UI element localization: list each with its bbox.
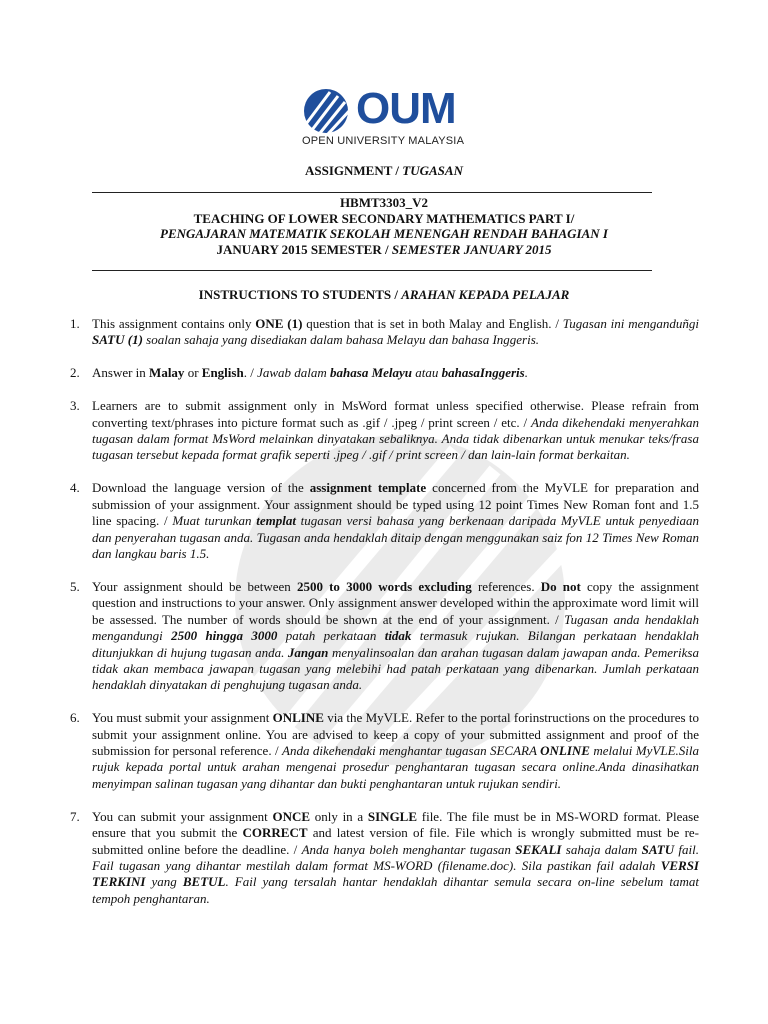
text-run: templat [256,513,296,529]
course-code: HBMT3303_V2 [339,195,429,210]
text-run: SINGLE [367,808,418,824]
instruction-item-4 [72,480,699,562]
text-run: termasuk rujukan. Bilangan perkataan hendaklah ditunjukkan di hujung tugasan anda. [92,628,699,660]
instruction-item-3 [72,398,699,464]
oum-logo [300,84,470,150]
text-run: You can submit your assignment [92,808,273,824]
text-run: English [201,365,244,381]
text-run: soalan sahaja yang disediakan dalam bahasa Melayu dan bahasa Inggeris. [142,332,540,348]
text-run: . [524,365,528,381]
text-run: or [184,365,202,381]
text-run: TUGASAN [402,163,463,178]
text-run: Your assignment should be between [92,578,297,594]
text-run: 5. [70,578,80,594]
text-run: . / [243,365,258,381]
text-run: Tugasan anda hendaklah mengandungi [92,611,699,644]
text-run: Tugasan ini menganduñgi [562,316,699,331]
text-run: bahasaInggeris [441,365,525,381]
text-run: CORRECT [242,825,308,841]
text-run: ONE (1) [255,316,303,331]
oum-globe-icon [300,88,354,134]
text-run: You must submit your assignment [92,710,273,726]
instructions-list [72,316,699,924]
text-run: Download the language version of the [92,480,310,496]
text-run: tidak [384,628,412,644]
text-run: INSTRUCTIONS TO STUDENTS / [198,287,402,302]
text-run: JANUARY 2015 SEMESTER / [216,242,392,257]
text-run: menyalinsoalan dan arahan tugasan dalam jawapan anda. Pemeriksa tidak akan membaca jawapan tugasan yang melebihi had patah perkataan yang dibenarkan. Jumlah perkataan hendaklah dinyatakan di penghujung tugasan anda. [92,644,699,693]
text-run: VERSI TERKINI [92,857,699,890]
text-run: 6. [70,710,80,726]
text-run: 4. [70,480,80,496]
text-run: patah perkataan [277,628,385,644]
text-run: 1. [70,316,80,331]
text-run: Anda dikehendaki menyerahkan tugasan dalam format MsWord melainkan dinyatakan sebaliknya. Anda tidak dibenarkan untuk menukar teks/frasa tugasan tersebut kepada format grafik seperti .jpeg / .gif / print screen / dan lain-lain format berkaitan. [92,414,699,463]
text-run: atau [412,365,442,381]
text-run: This assignment contains only [92,316,256,331]
text-run: copy the assignment question and instructions to your answer. Only assignment answer developed within the approximate word limit will be assessed. The number of words should be shown at the end of your assignment. / [92,578,699,627]
divider-bottom [92,270,652,271]
instruction-item-5 [72,579,699,694]
text-run: tugasan versi bahasa yang berkenaan daripada MyVLE untuk penyediaan dan penyerahan tugasan anda. Tugasan anda hendaklah ditaip dengan menggunakan saiz fon 12 Times New Roman dan langkau baris 1.5. [92,513,700,561]
assignment-heading [0,163,768,179]
instruction-item-6 [72,710,699,792]
divider-top [92,192,652,193]
text-run: ARAHAN KEPADA PELAJAR [401,287,570,302]
text-run: 2500 to 3000 words excluding [296,578,472,594]
text-run: Anda hanya boleh menghantar tugasan [301,841,516,857]
instruction-item-7 [72,809,699,907]
text-run: concerned from the MyVLE for preparation and submission of your assignment. Your assignment should be typed using 12 point Times New Roman font and 1.5 line spacing. / [92,480,699,529]
text-run: . Fail yang tersalah hantar hendaklah dihantar semula secara on-line sebelum tamat tempoh penghantaran. [92,874,699,906]
text-run: Muat turunkan [172,513,257,529]
text-run: Jangan [287,644,329,660]
text-run: ONLINE [272,710,324,726]
text-run: only in a [310,808,368,824]
text-run: references. [471,578,541,594]
text-run: fail. Fail tugasan yang dihantar mestilah dalam format MS-WORD (filename.doc). Sila pastikan fail adalah [92,841,700,873]
text-run: ONCE [272,808,311,824]
logo-university-name: OPEN UNIVERSITY MALAYSIA [302,135,465,147]
text-run: Learners are to submit assignment only in MsWord format unless specified otherwise. Please refrain from converting text/phrases into picture format such as .gif / .jpeg / print screen / etc. / [92,398,699,430]
text-run: Malay [149,365,185,381]
text-run: BETUL [182,874,226,890]
text-run: SEKALI [515,841,562,857]
text-run: question that is set in both Malay and English. / [302,316,563,331]
text-run: and latest version of file. File which is wrongly submitted must be re-submitted online before the deadline. / [92,825,699,857]
text-run: file. The file must be in MS-WORD format. Please ensure that you submit the [92,808,699,841]
text-run: 2. [70,365,80,381]
text-run: Anda dikehendaki menghantar tugasan SECARA [282,743,541,759]
course-title-ms: PENGAJARAN MATEMATIK SEKOLAH MENENGAH RENDAH BAHAGIAN I [160,226,608,241]
text-run: Jawab dalam [257,365,331,381]
text-run: 2500 hingga 3000 [171,628,278,644]
text-run: ASSIGNMENT / [305,163,403,178]
text-run: sahaja dalam [561,841,642,857]
logo-brand: OUM [356,84,456,133]
text-run: assignment template [309,480,427,496]
course-title-en: TEACHING OF LOWER SECONDARY MATHEMATICS PART I/ [193,211,575,226]
text-run: Do not [540,578,581,594]
text-run: bahasa Melayu [330,365,413,381]
text-run: SEMESTER JANUARY 2015 [391,242,552,257]
text-run: SATU (1) [92,332,143,348]
semester-line [0,242,768,258]
text-run: yang [145,874,183,890]
text-run: Answer in [92,365,150,381]
instruction-item-1 [72,316,699,349]
text-run: 7. [70,808,80,824]
instructions-heading [0,287,768,303]
text-run: ONLINE [540,743,590,759]
instruction-item-2 [72,365,699,381]
text-run: melalui MyVLE.Sila rujuk kepada portal untuk arahan mengenai prosedur penghantaran tugasan secara online.Anda dinasihatkan menyimpan salinan tugasan yang dihantar dan bukti penghantaran untuk rujukan sendiri. [92,743,699,791]
text-run: SATU [641,841,675,857]
text-run: via the MyVLE. Refer to the portal forinstructions on the procedures to submit your assignment online. You are advised to keep a copy of your submitted assignment and proof of the submission for personal reference. / [92,710,700,759]
text-run: 3. [70,398,80,414]
